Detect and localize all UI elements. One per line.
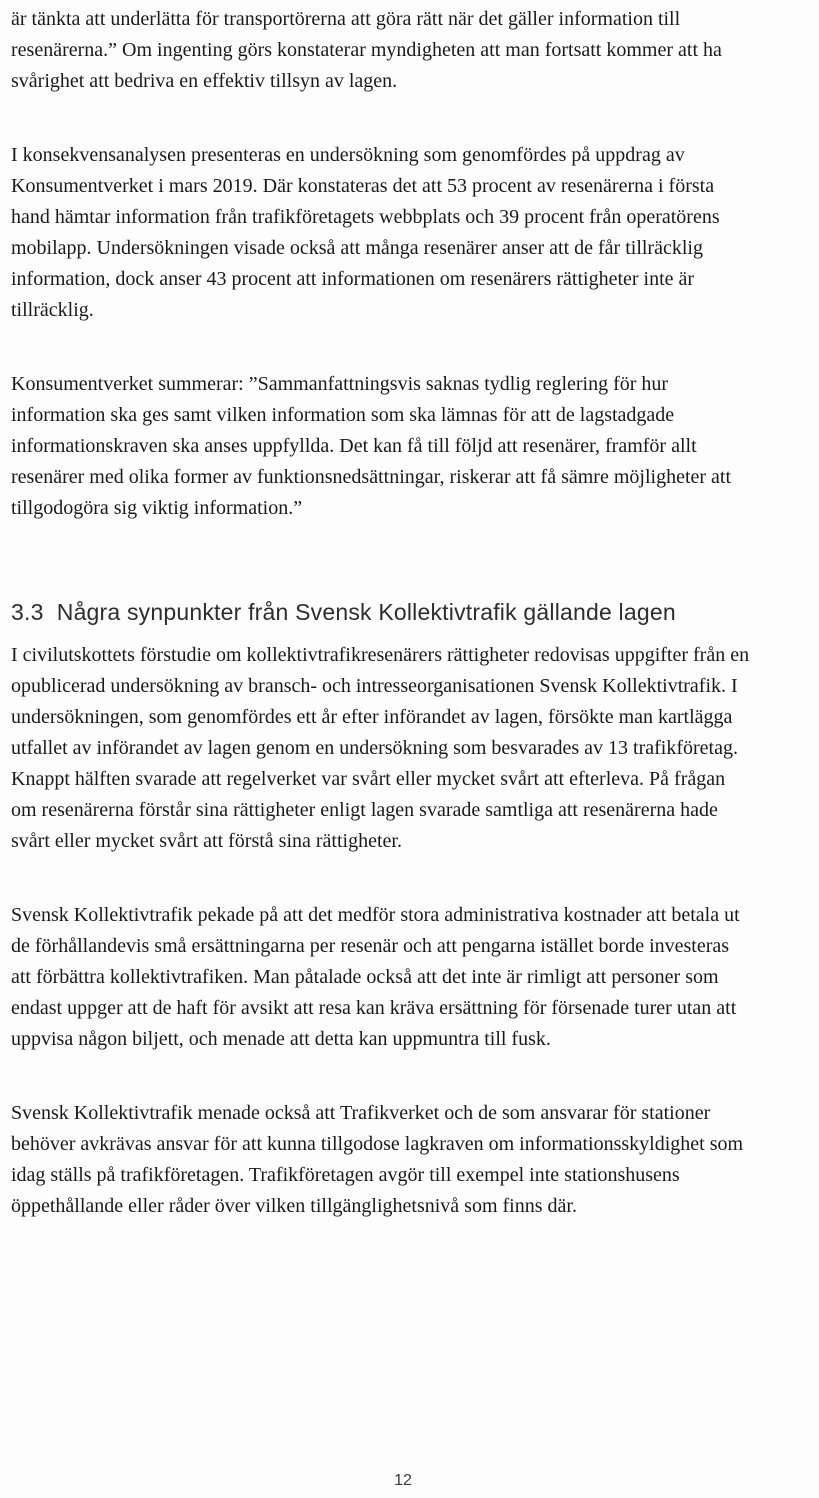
text-line: information ska ges samt vilken information som ska lämnas för att de lagstadgade — [11, 404, 675, 426]
text-line: om resenärerna förstår sina rättigheter enligt lagen svarade samtliga att resenärerna hade — [11, 799, 718, 821]
text-line: Konsumentverket summerar: ”Sammanfattningsvis saknas tydlig reglering för hur — [11, 373, 669, 395]
text-line: behöver avkrävas ansvar för att kunna tillgodose lagkraven om informationsskyldighet som — [11, 1133, 744, 1155]
text-line: endast uppger att de haft för avsikt att resa kan kräva ersättning för försenade turer utan att — [11, 997, 737, 1019]
text-line: resenärer med olika former av funktionsnedsättningar, riskerar att få sämre möjligheter att — [11, 466, 732, 488]
text-line: de förhållandevis små ersättningarna per resenär och att pengarna istället borde investeras — [11, 935, 730, 957]
text-line: är tänkta att underlätta för transportörerna att göra rätt när det gäller information till — [11, 8, 681, 30]
section-heading: 3.3 Några synpunkter från Svensk Kollektivtrafik gällande lagen — [11, 599, 676, 625]
text-line: opublicerad undersökning av bransch- och intresseorganisationen Svensk Kollektivtrafik. I — [11, 675, 738, 697]
text-line: Konsumentverket i mars 2019. Där konstateras det att 53 procent av resenärerna i första — [11, 175, 715, 197]
text-line: hand hämtar information från trafikföretagets webbplats och 39 procent från operatörens — [11, 206, 720, 228]
text-line: informationskraven ska anses uppfyllda. Det kan få till följd att resenärer, framför allt — [11, 435, 697, 457]
text-line: svårt eller mycket svårt att förstå sina rättigheter. — [11, 830, 402, 852]
text-line: öppethållande eller råder över vilken tillgänglighetsnivå som finns där. — [11, 1195, 577, 1217]
text-line: att förbättra kollektivtrafiken. Man påtalade också att det inte är rimligt att personer som — [11, 966, 719, 988]
paragraph — [11, 900, 819, 1055]
paragraph — [11, 140, 819, 326]
text-line: Svensk Kollektivtrafik pekade på att det medför stora administrativa kostnader att betala ut — [11, 904, 740, 926]
text-line: uppvisa någon biljett, och menade att detta kan uppmuntra till fusk. — [11, 1028, 551, 1050]
page-number: 12 — [394, 1472, 412, 1489]
paragraph — [11, 369, 819, 524]
text-line: utfallet av införandet av lagen genom en undersökning som besvarades av 13 trafikföretag. — [11, 737, 738, 759]
text-line: idag ställs på trafikföretagen. Trafikföretagen avgör till exempel inte stationshusens — [11, 1164, 680, 1186]
text-line: tillräcklig. — [11, 299, 94, 321]
text-line: mobilapp. Undersökningen visade också att många resenärer anser att de får tillräcklig — [11, 237, 703, 259]
text-line: svårighet att bedriva en effektiv tillsyn av lagen. — [11, 70, 398, 92]
text-line: Svensk Kollektivtrafik menade också att Trafikverket och de som ansvarar för stationer — [11, 1102, 711, 1124]
paragraph — [11, 640, 819, 857]
text-line: I konsekvensanalysen presenteras en undersökning som genomfördes på uppdrag av — [11, 144, 685, 166]
text-line: Knappt hälften svarade att regelverket var svårt eller mycket svårt att efterleva. På frågan — [11, 768, 726, 790]
paragraph — [11, 1098, 819, 1222]
text-line: I civilutskottets förstudie om kollektivtrafikresenärers rättigheter redovisas uppgifter från en — [11, 644, 750, 666]
text-line: resenärerna.” Om ingenting görs konstaterar myndigheten att man fortsatt kommer att ha — [11, 39, 722, 61]
text-line: tillgodogöra sig viktig information.” — [11, 497, 303, 519]
text-line: information, dock anser 43 procent att informationen om resenärers rättigheter inte är — [11, 268, 695, 290]
text-line: undersökningen, som genomfördes ett år efter införandet av lagen, försökte man kartlägga — [11, 706, 733, 728]
paragraph — [11, 4, 819, 97]
